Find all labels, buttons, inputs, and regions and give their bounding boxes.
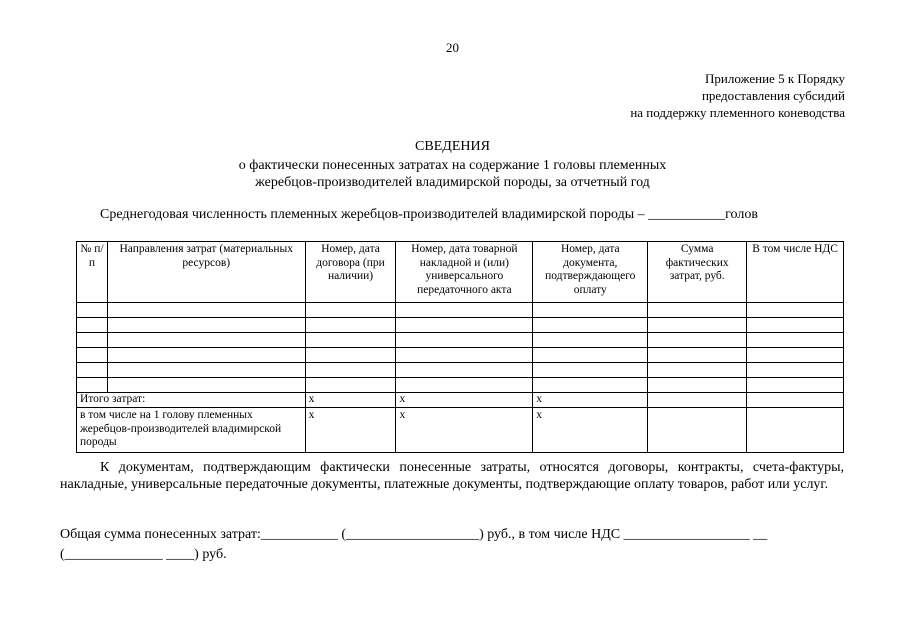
column-header: № п/п: [77, 242, 108, 303]
table-cell: [107, 333, 305, 348]
appendix-line: на поддержку племенного коневодства: [630, 105, 845, 120]
total-sum-text: (______________ ____) руб.: [60, 547, 227, 562]
per-head-mark: x: [305, 408, 396, 453]
document-title: СВЕДЕНИЯ: [415, 139, 490, 154]
table-cell: [648, 303, 747, 318]
per-head-mark: x: [396, 408, 533, 453]
total-mark: x: [533, 393, 648, 408]
column-header: Номер, дата договора (при наличии): [305, 242, 396, 303]
subtitle-line: о фактически понесенных затратах на содержание 1 головы племенных: [238, 158, 667, 173]
table-cell: [533, 318, 648, 333]
total-mark: x: [305, 393, 396, 408]
table-cell: [107, 363, 305, 378]
column-header: Направления затрат (материальных ресурсов): [107, 242, 305, 303]
expenses-table: [76, 241, 844, 453]
table-cell: [305, 363, 396, 378]
table-cell: [77, 303, 108, 318]
table-row: [77, 348, 844, 363]
total-label: Итого затрат:: [77, 393, 306, 408]
table-cell: [305, 333, 396, 348]
table-cell: [305, 318, 396, 333]
column-header: Сумма фактических затрат, руб.: [648, 242, 747, 303]
page-number: 20: [446, 40, 459, 55]
table-cell: [305, 303, 396, 318]
total-mark: x: [396, 393, 533, 408]
table-cell: [396, 363, 533, 378]
subtitle-line: жеребцов-производителей владимирской породы, за отчетный год: [255, 175, 650, 190]
table-cell: [648, 363, 747, 378]
table-cell: [747, 408, 844, 453]
table-header-row: [77, 242, 844, 303]
documents-note: К документам, подтверждающим фактически понесенные затраты, относятся договоры, контракты, счета-фактуры, накладные, универсальные передаточные документы, платежные документы, подтверждающие оплату товаров, работ или услуг.: [60, 460, 844, 492]
table-row: [77, 318, 844, 333]
table-cell: [533, 303, 648, 318]
table-cell: [77, 363, 108, 378]
table-cell: [77, 333, 108, 348]
table-cell: [747, 318, 844, 333]
table-cell: [305, 378, 396, 393]
total-sum-line: [60, 525, 844, 565]
headcount-line: Среднегодовая численность племенных жеребцов-производителей владимирской породы – ___________голов: [100, 207, 758, 222]
table-cell: [648, 378, 747, 393]
appendix-line: Приложение 5 к Порядку: [705, 71, 845, 86]
table-cell: [107, 303, 305, 318]
table-cell: [648, 408, 747, 453]
per-head-row: [77, 408, 844, 453]
table-cell: [533, 333, 648, 348]
table-row: [77, 378, 844, 393]
column-header: Номер, дата документа, подтверждающего оплату: [533, 242, 648, 303]
table-cell: [107, 378, 305, 393]
table-cell: [648, 318, 747, 333]
table-cell: [305, 348, 396, 363]
table-row: [77, 363, 844, 378]
table-cell: [77, 348, 108, 363]
table-cell: [396, 303, 533, 318]
table-cell: [533, 348, 648, 363]
table-row: [77, 333, 844, 348]
table-cell: [396, 378, 533, 393]
per-head-mark: x: [533, 408, 648, 453]
column-header: Номер, дата товарной накладной и (или) универсального передаточного акта: [396, 242, 533, 303]
table-cell: [533, 363, 648, 378]
table-cell: [648, 393, 747, 408]
table-cell: [396, 348, 533, 363]
table-cell: [533, 378, 648, 393]
table-cell: [747, 333, 844, 348]
table-cell: [747, 363, 844, 378]
table-cell: [77, 378, 108, 393]
table-cell: [747, 378, 844, 393]
appendix-note: [630, 70, 845, 121]
table-cell: [648, 348, 747, 363]
table-cell: [396, 333, 533, 348]
table-cell: [107, 318, 305, 333]
total-row: [77, 393, 844, 408]
per-head-label: в том числе на 1 голову племенных жеребцов-производителей владимирской породы: [77, 408, 306, 453]
appendix-line: предоставления субсидий: [701, 88, 845, 103]
table-cell: [747, 348, 844, 363]
table-cell: [648, 333, 747, 348]
table-cell: [107, 348, 305, 363]
total-sum-text: Общая сумма понесенных затрат:___________ (___________________) руб., в том числе НДС __________________ __: [60, 527, 768, 542]
table-cell: [77, 318, 108, 333]
table-cell: [747, 393, 844, 408]
table-row: [77, 303, 844, 318]
column-header: В том числе НДС: [747, 242, 844, 303]
table-cell: [747, 303, 844, 318]
table-cell: [396, 318, 533, 333]
document-subtitle: [0, 157, 905, 191]
